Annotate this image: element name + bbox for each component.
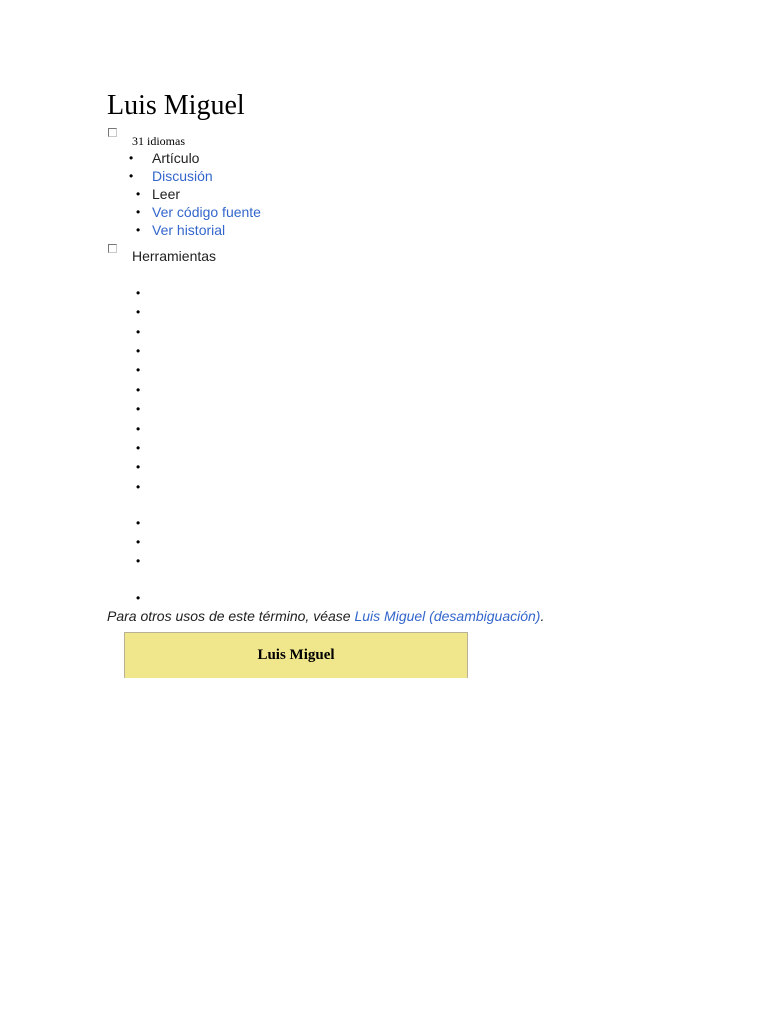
infobox-title: Luis Miguel (257, 647, 335, 663)
hatnote-suffix: . (540, 608, 545, 624)
tools-menu-item[interactable]: • (136, 535, 141, 549)
tools-menu-item[interactable]: • (136, 460, 141, 474)
tools-menu-item[interactable]: • (136, 441, 141, 455)
tools-menu-item[interactable]: • (136, 344, 141, 358)
languages-label[interactable]: 31 idiomas (132, 134, 185, 148)
tools-menu-item[interactable]: • (136, 591, 141, 605)
tools-menu-item[interactable]: • (136, 305, 141, 319)
tab-label: Leer (152, 186, 181, 202)
tools-toggle-checkbox[interactable] (108, 244, 117, 253)
hatnote (107, 607, 544, 625)
list-bullet: • (129, 169, 134, 183)
tools-menu-item[interactable]: • (136, 402, 141, 416)
tools-menu-item[interactable]: • (136, 480, 141, 494)
list-bullet: • (136, 205, 141, 219)
tab-label[interactable]: Ver código fuente (152, 204, 261, 220)
tab-label: Artículo (152, 150, 200, 166)
tab-label[interactable]: Discusión (152, 168, 213, 184)
tools-menu-item[interactable]: • (136, 363, 141, 377)
tab-label[interactable]: Ver historial (152, 222, 226, 238)
list-bullet: • (136, 223, 141, 237)
list-bullet: • (136, 187, 141, 201)
tools-menu-item[interactable]: • (136, 554, 141, 568)
list-bullet: • (129, 151, 134, 165)
page-title: Luis Miguel (107, 90, 245, 121)
tools-menu-item[interactable]: • (136, 325, 141, 339)
tools-menu-item[interactable]: • (136, 516, 141, 530)
tools-menu-item[interactable]: • (136, 383, 141, 397)
disambiguation-link[interactable]: Luis Miguel (desambiguación) (354, 608, 541, 624)
infobox-header (124, 632, 468, 678)
languages-toggle-checkbox[interactable] (108, 128, 117, 137)
tools-menu-item[interactable]: • (136, 286, 141, 300)
tools-menu-item[interactable]: • (136, 422, 141, 436)
hatnote-prefix: Para otros usos de este término, véase (107, 608, 355, 624)
tools-label[interactable]: Herramientas (132, 248, 217, 264)
